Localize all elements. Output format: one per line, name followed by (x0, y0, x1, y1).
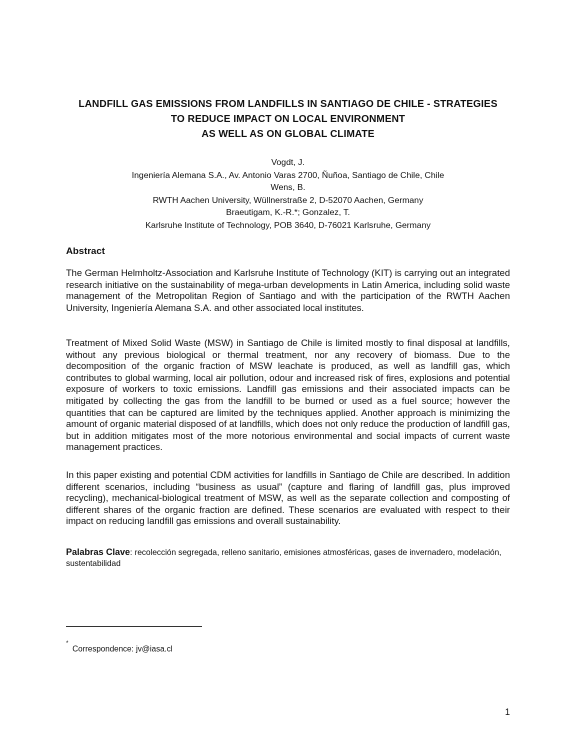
author-affiliation: Ingeniería Alemana S.A., Av. Antonio Varas 2700, Ñuñoa, Santiago de Chile, Chile (131, 169, 445, 180)
author-name: Wens, B. (270, 182, 306, 193)
author-affiliation: Karlsruhe Institute of Technology, POB 3640, D-76021 Karlsruhe, Germany (145, 219, 431, 230)
author-affiliation: RWTH Aachen University, Wüllnerstraße 2, D-52070 Aachen, Germany (152, 194, 424, 205)
author-name: Braeutigam, K.-R.*; Gonzalez, T. (225, 207, 351, 218)
page-number: 1 (505, 707, 511, 717)
paper-title (66, 97, 510, 142)
title-line-2: TO REDUCE IMPACT ON LOCAL ENVIRONMENT (170, 114, 406, 125)
title-line-3: AS WELL AS ON GLOBAL CLIMATE (201, 129, 375, 140)
footnote-text: Correspondence: jv@iasa.cl (72, 644, 173, 654)
title-line-1: LANDFILL GAS EMISSIONS FROM LANDFILLS IN SANTIAGO DE CHILE - STRATEGIES (78, 99, 498, 110)
footnote-marker: * (66, 641, 69, 647)
abstract-paragraph: In this paper existing and potential CDM activities for landfills in Santiago de Chile are described. In addition different scenarios, including “business as usual” (capture and flaring of landfill gas, plus improved recycling), mechanical-biological treatment of MSW, as well as the separate collection and composting of different shares of the organic fraction are defined. These scenarios are evaluated with respect to their impact on reducing landfill gas emissions and overall sustainability. (66, 470, 510, 527)
keywords-label: Palabras Clave (66, 547, 131, 557)
footnote-rule (66, 626, 202, 627)
abstract-paragraph: The German Helmholtz-Association and Karlsruhe Institute of Technology (KIT) is carrying out an integrated research initiative on the sustainability of mega-urban developments in Latin America, including solid waste management of the Metropolitan Region of Santiago and with the participation of the RWTH Aachen University, Ingeniería Alemana S.A. and other associated local institutes. (66, 268, 510, 313)
abstract-heading: Abstract (66, 246, 105, 257)
keywords (66, 547, 510, 569)
abstract-paragraph: Treatment of Mixed Solid Waste (MSW) in Santiago de Chile is limited mostly to final disposal at landfills, without any previous biological or thermal treatment, nor any recovery of biomass. Due to the decomposition of the organic fraction of MSW leachate is produced, as well as landfill gas, which contributes to global warming, local air pollution, odour and increased risk of fires, explosions and potential exposure of workers to toxic emissions. Landfill gas emissions and their associated impacts can be mitigated by collecting the gas from the landfill to be burned or used as a fuel source; however the quantities that can be captured are limited by the techniques applied. Another approach is minimizing the amount of organic material disposed of at landfills, which does not only reduce the production of landfill gas, but in addition mitigates most of the more notorious environmental and social impacts of current waste management practices. (66, 338, 510, 453)
footnote (66, 642, 173, 655)
keywords-text: : recolección segregada, relleno sanitario, emisiones atmosféricas, gases de invernadero, modelación, sustentabilidad (66, 548, 502, 568)
author-name: Vogdt, J. (271, 157, 305, 167)
author-block (66, 156, 510, 232)
